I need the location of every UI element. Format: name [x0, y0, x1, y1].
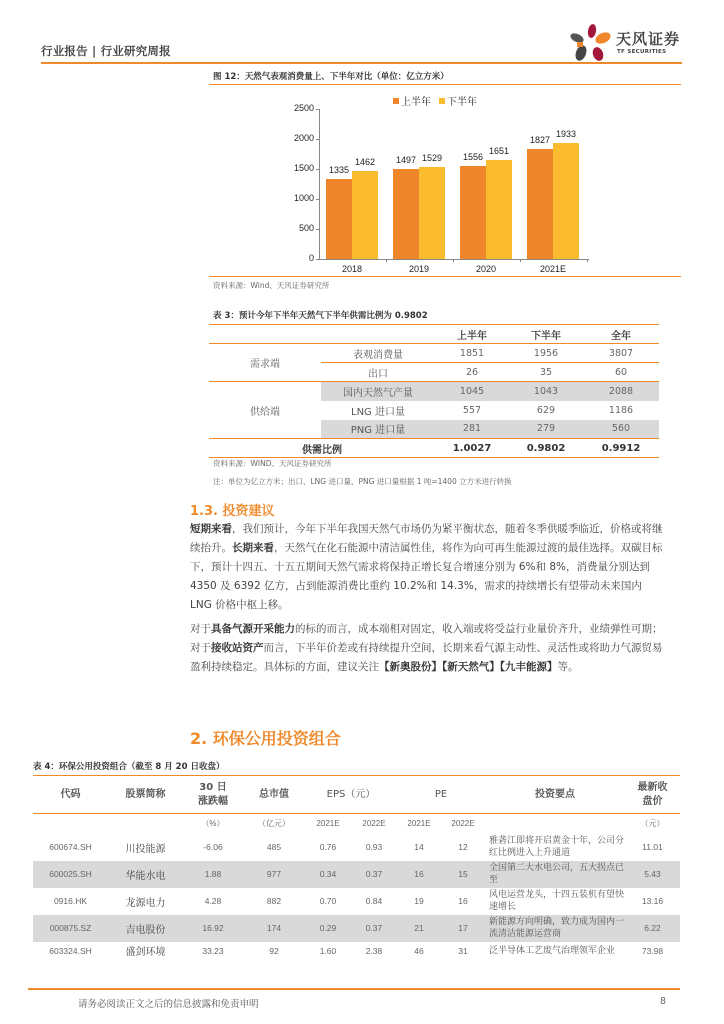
bar-h1-2019 — [393, 169, 419, 259]
x-tick-mark — [386, 259, 387, 262]
x-tick-mark — [520, 259, 521, 262]
x-tick-label: 2020 — [475, 264, 497, 274]
legend-label-h2: 下半年 — [447, 97, 477, 108]
cell-eps22: 0.37 — [351, 861, 397, 888]
page-number: 8 — [660, 996, 667, 1007]
table-row — [33, 834, 680, 861]
cell-chg: 16.92 — [183, 915, 243, 942]
paragraph-text: 对于 — [190, 623, 211, 635]
bar-value-label: 1529 — [421, 153, 443, 164]
header-price-line1: 最新收 — [637, 781, 668, 793]
cell-price: 6.22 — [625, 915, 680, 942]
row-item: 国内天然气产量 — [321, 382, 435, 401]
cell-name: 吉电股份 — [108, 915, 183, 942]
cell-full: 60 — [614, 366, 628, 378]
cell-code: 000875.SZ — [33, 915, 108, 942]
table3-header-empty — [321, 325, 435, 344]
paragraph-text: 而言，下半年价差或有持续提升空间，长期来看气源主动性、灵活性或将助力气源贸易盈利持续稳定。具体标的方面，建议关注 — [190, 642, 663, 673]
bar-value-label: 1651 — [488, 145, 510, 156]
cell-pe22: 31 — [458, 945, 468, 956]
cell-code: 600025.SH — [33, 861, 108, 888]
bar-chart — [209, 86, 681, 276]
figure-top-rule — [209, 84, 681, 85]
paragraph-text: 的标的而言，成本端相对固定，收入端或将受益行业量价齐升，业绩弹性可期；对于 — [190, 623, 663, 654]
paragraph-text: ，我们预计，今年下半年我国天然气市场仍为紧平衡状态，随着冬季供暖季临近，价格或将继续抬升。 — [190, 523, 663, 554]
y-tick-label: 2500 — [293, 103, 314, 113]
bold-stock-picks: 【新奥股份】【新天然气】【九丰能源】 — [379, 661, 558, 673]
cell-eps21: 0.70 — [319, 896, 337, 906]
cell-full: 1186 — [608, 404, 634, 416]
cell-points: 新能源方向明确，致力成为国内一流清洁能源运营商 — [485, 915, 625, 942]
cell-price: 5.43 — [625, 861, 680, 888]
header-pe: PE — [434, 788, 448, 800]
paragraph-text: 等。 — [557, 661, 579, 673]
bar-h1-2018 — [326, 179, 352, 259]
table-row — [33, 888, 680, 915]
chart-legend — [393, 93, 477, 108]
y-tick-mark — [316, 229, 319, 230]
cell-h1: 26 — [465, 366, 479, 378]
bar-value-label: 1933 — [555, 129, 577, 140]
unit-eps-2021: 2021E — [316, 819, 340, 829]
total-h1: 1.0027 — [452, 442, 492, 454]
total-label: 供需比例 — [302, 444, 342, 456]
row-item: 表观消费量 — [321, 344, 435, 363]
row-item: PNG 进口量 — [321, 420, 435, 439]
cell-price: 11.01 — [642, 842, 663, 852]
x-axis — [319, 259, 589, 260]
bar-h1-2020 — [460, 166, 486, 259]
flower-logo-icon — [568, 24, 614, 62]
figure-bottom-rule — [209, 276, 681, 277]
table4-units-row — [33, 814, 680, 834]
table-row — [33, 942, 680, 960]
cell-chg: -6.06 — [203, 842, 223, 852]
cell-points: 雅砻江即将开启黄金十年，公司分红比例进入上升通道 — [489, 836, 625, 858]
logo-text-cn: 天风证券 — [616, 30, 681, 48]
y-tick-label: 1000 — [293, 193, 314, 203]
bold-phrase: 接收站资产 — [211, 642, 264, 654]
cell-chg: 33.23 — [202, 945, 224, 956]
paragraph-recommendation — [190, 620, 665, 677]
y-tick-label: 0 — [308, 253, 314, 263]
unit-pe-2022: 2022E — [451, 819, 475, 829]
cell-code: 603324.SH — [49, 945, 92, 956]
header-price — [625, 776, 680, 814]
y-tick-mark — [316, 109, 319, 110]
cell-h1: 557 — [462, 404, 482, 416]
table4-title: 表 4：环保公用投资组合（截至 8 月 20 日收盘） — [33, 762, 225, 772]
paragraph-text: ，天然气在化石能源中清洁属性佳，将作为向可再生能源过渡的最佳选择。双碳目标下，预计十四五、十五五期间天然气需求将保持正增长复合增速分别为 6%和 8%，消费量分别达到 4350 及 6392 亿方，占到能源消费比重约 10.2%和 14.3%，需求的持续增长有望带动未来国内 LNG 价格中枢上移。 — [190, 542, 663, 611]
row-item: LNG 进口量 — [351, 406, 405, 418]
logo-text-en: TF SECURITIES — [617, 49, 667, 55]
cell-price: 73.98 — [641, 945, 664, 956]
table3-header-full: 全年 — [611, 330, 631, 342]
table3-header-h1: 上半年 — [457, 330, 487, 342]
cell-points: 全国第二大水电公司，五大拐点已至 — [485, 861, 625, 888]
y-tick-label: 1500 — [293, 163, 314, 173]
y-axis — [319, 109, 320, 259]
group-label-demand: 需求端 — [250, 359, 280, 370]
figure-title: 图 12：天然气表观消费量上、下半年对比（单位：亿立方米） — [213, 72, 449, 82]
y-tick-label: 2000 — [293, 133, 314, 143]
unit-empty — [33, 814, 108, 834]
cell-h1: 1851 — [435, 344, 509, 363]
cell-eps22: 0.37 — [351, 915, 397, 942]
cell-pe22: 12 — [458, 842, 468, 852]
section-heading-2: 2. 环保公用投资组合 — [190, 729, 341, 748]
y-tick-mark — [316, 139, 319, 140]
bar-value-label: 1827 — [529, 135, 551, 146]
figure-source: 资料来源：Wind、天风证券研究所 — [213, 281, 330, 290]
table4-body — [33, 834, 680, 960]
cell-eps21: 0.29 — [305, 915, 351, 942]
cell-price: 13.16 — [641, 896, 664, 906]
cell-eps22: 0.93 — [365, 842, 383, 852]
bold-lead-short-term: 短期来看 — [190, 523, 232, 535]
bar-value-label: 1462 — [354, 157, 376, 168]
header-points: 投资要点 — [535, 788, 575, 800]
cell-pe21: 19 — [414, 896, 424, 906]
unit-change: （%） — [201, 819, 225, 829]
supply-demand-table — [209, 324, 659, 458]
bar-h1-2021E — [527, 149, 553, 259]
portfolio-table — [33, 775, 680, 960]
cell-mcap: 882 — [266, 896, 282, 906]
cell-eps21: 0.76 — [319, 842, 337, 852]
legend-item-h2 — [439, 93, 477, 108]
cell-full: 2088 — [583, 382, 659, 401]
cell-mcap: 92 — [269, 945, 279, 956]
cell-pe22: 15 — [441, 861, 485, 888]
cell-chg: 1.88 — [183, 861, 243, 888]
bar-h2-2021E — [553, 143, 579, 259]
x-tick-label: 2018 — [341, 264, 363, 274]
cell-pe22: 17 — [441, 915, 485, 942]
total-h2: 0.9802 — [526, 442, 566, 454]
section-heading-1-3: 1.3. 投资建议 — [190, 504, 275, 519]
bar-value-label: 1335 — [328, 164, 350, 175]
cell-name: 川投能源 — [125, 843, 166, 855]
group-label-supply: 供给端 — [250, 406, 280, 418]
table3-title: 表 3：预计今年下半年天然气下半年供需比例为 0.9802 — [213, 311, 428, 321]
unit-eps-2022: 2022E — [362, 819, 386, 829]
bar-h2-2019 — [419, 167, 445, 259]
table3-header-row — [209, 325, 659, 344]
table-row — [209, 382, 659, 401]
cell-pe22: 16 — [458, 896, 468, 906]
unit-pe-2021: 2021E — [407, 819, 431, 829]
legend-label-h1: 上半年 — [401, 97, 431, 108]
bar-h2-2018 — [352, 171, 378, 259]
cell-h2: 279 — [509, 420, 583, 439]
y-tick-mark — [316, 259, 319, 260]
row-item: 出口 — [368, 368, 388, 380]
table4-header-row — [33, 776, 680, 814]
table-row — [209, 344, 659, 363]
cell-code: 0916.HK — [53, 896, 88, 906]
cell-h2: 1043 — [509, 382, 583, 401]
table3-header-h2: 下半年 — [531, 330, 561, 342]
cell-chg: 4.28 — [204, 896, 222, 906]
legend-swatch-h1 — [393, 98, 399, 104]
header-divider — [41, 62, 682, 64]
unit-empty — [485, 814, 625, 834]
header-mcap: 总市值 — [259, 788, 289, 800]
unit-mcap: （亿元） — [258, 819, 290, 829]
unit-price: （元） — [640, 819, 665, 829]
cell-code: 600674.SH — [49, 842, 92, 852]
bar-h2-2020 — [486, 160, 512, 259]
table-row-total — [209, 439, 659, 458]
cell-full: 560 — [583, 420, 659, 439]
cell-h2: 35 — [539, 366, 553, 378]
legend-swatch-h2 — [439, 98, 445, 104]
cell-eps22: 0.84 — [365, 896, 383, 906]
cell-mcap: 174 — [243, 915, 305, 942]
table3-header-empty — [209, 325, 321, 344]
cell-name: 华能水电 — [108, 861, 183, 888]
unit-empty — [108, 814, 183, 834]
table3-note: 注：单位为亿立方米；出口、LNG 进口量、PNG 进口量根据 1 吨=1400 立方米进行转换 — [213, 477, 512, 486]
cell-h2: 629 — [536, 404, 556, 416]
table3-source: 资料来源：WIND、天风证券研究所 — [213, 459, 332, 468]
cell-h1: 281 — [435, 420, 509, 439]
cell-mcap: 485 — [266, 842, 282, 852]
cell-name: 盛剑环境 — [125, 947, 166, 958]
bar-value-label: 1556 — [462, 151, 484, 162]
header-change-line2: 涨跌幅 — [198, 795, 228, 807]
cell-h1: 1045 — [435, 382, 509, 401]
cell-full: 3807 — [583, 344, 659, 363]
cell-pe21: 46 — [414, 945, 424, 956]
cell-pe21: 14 — [414, 842, 424, 852]
y-tick-mark — [316, 199, 319, 200]
table-row — [33, 915, 680, 942]
header-change-line1: 30 日 — [199, 781, 227, 793]
footer-divider — [28, 988, 680, 990]
bold-lead-long-term: 长期来看 — [232, 542, 274, 554]
cell-mcap: 977 — [243, 861, 305, 888]
tf-securities-logo — [568, 24, 688, 62]
header-eps: EPS（元） — [326, 788, 376, 800]
table-row — [33, 861, 680, 888]
header-change — [183, 776, 243, 814]
cell-name: 龙源电力 — [125, 897, 166, 909]
cell-points: 风电运营龙头，十四五装机有望快速增长 — [489, 890, 625, 912]
paragraph-outlook — [190, 520, 665, 615]
x-tick-label: 2019 — [408, 264, 430, 274]
header-code: 代码 — [60, 788, 81, 800]
cell-eps22: 2.38 — [365, 945, 383, 956]
x-tick-mark — [453, 259, 454, 262]
y-tick-mark — [316, 169, 319, 170]
cell-pe21: 16 — [397, 861, 441, 888]
cell-eps21: 0.34 — [305, 861, 351, 888]
cell-eps21: 1.60 — [319, 945, 337, 956]
bold-phrase: 具备气源开采能力 — [211, 623, 295, 635]
cell-h2: 1956 — [509, 344, 583, 363]
legend-item-h1 — [393, 93, 431, 108]
bar-value-label: 1497 — [395, 155, 417, 166]
header-name: 股票简称 — [125, 788, 166, 800]
report-type-header: 行业报告 | 行业研究周报 — [41, 44, 171, 58]
y-tick-label: 500 — [298, 223, 314, 233]
total-full: 0.9912 — [601, 442, 641, 454]
footer-disclaimer: 请务必阅读正文之后的信息披露和免责申明 — [78, 999, 259, 1010]
x-tick-label: 2021E — [539, 264, 567, 274]
x-tick-mark — [587, 259, 588, 262]
cell-pe21: 21 — [397, 915, 441, 942]
cell-points: 泛半导体工艺废气治理领军企业 — [489, 945, 616, 956]
header-price-line2: 盘价 — [642, 795, 663, 807]
